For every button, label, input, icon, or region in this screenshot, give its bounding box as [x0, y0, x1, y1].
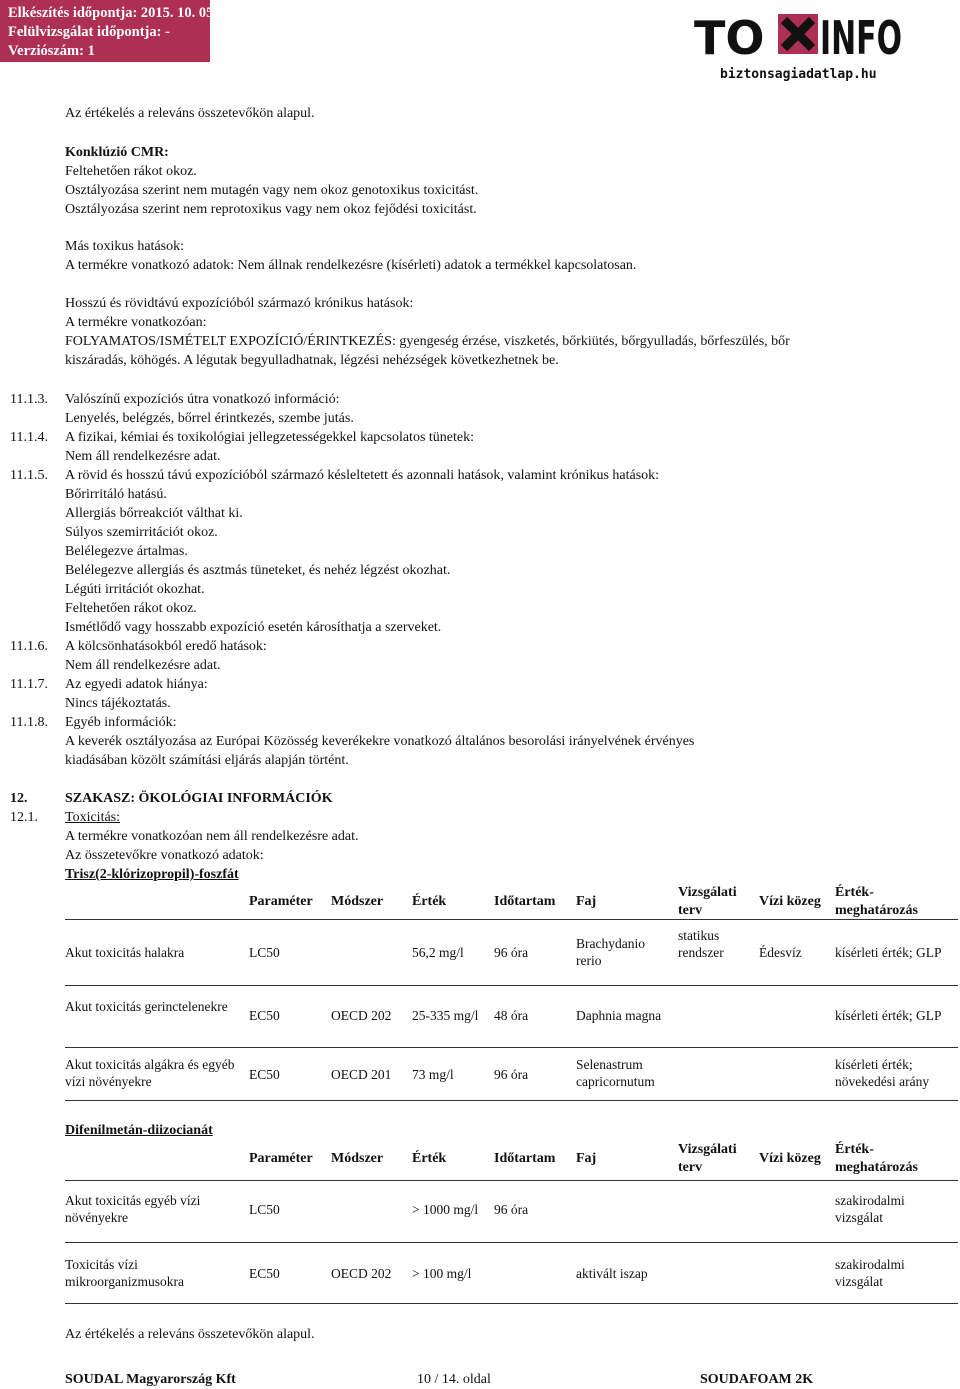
section-121-title: Toxicitás: — [65, 810, 121, 825]
section-number: 11.1.4. — [10, 430, 48, 445]
col-header: Paraméter — [249, 1151, 313, 1166]
table-cell: szakirodalmi vizsgálat — [835, 1257, 905, 1289]
section-number: 11.1.8. — [10, 715, 48, 730]
assessment-note: Az értékelés a releváns összetevőkön alapul. — [65, 106, 315, 121]
col-header: Érték — [412, 1151, 447, 1166]
col-header: Módszer — [331, 894, 384, 909]
table-cell: Daphnia magna — [576, 1008, 662, 1023]
col-header: Vízi közeg — [759, 1151, 821, 1166]
cmr-line: Feltehetően rákot okoz. — [65, 164, 197, 179]
cmr-line: Osztályozása szerint nem mutagén vagy nem okoz genotoxikus toxicitást. — [65, 183, 479, 198]
cmr-title: Konklúzió CMR: — [65, 145, 169, 160]
table-cell: LC50 — [249, 945, 280, 960]
section-line: Allergiás bőrreakciót válthat ki. — [65, 506, 243, 521]
footer-product: SOUDAFOAM 2K — [700, 1372, 814, 1387]
table-cell: statikus rendszer — [678, 928, 724, 960]
section-line: Nincs tájékoztatás. — [65, 696, 171, 711]
page-header — [0, 0, 960, 92]
table-cell: kísérleti érték; GLP — [835, 1008, 942, 1023]
section-number: 11.1.3. — [10, 392, 48, 407]
logo-text-left: TO — [694, 11, 765, 65]
section-line: kiadásában közölt számítási eljárás alapján történt. — [65, 753, 349, 768]
section-line: Ismétlődő vagy hosszabb expozíció esetén károsíthatja a szerveket. — [65, 620, 442, 635]
section-121-number: 12.1. — [10, 810, 38, 825]
chronic-sub: A termékre vonatkozóan: — [65, 315, 207, 330]
section-line: Belélegezve allergiás és asztmás tüneteket, és nehéz légzést okozhat. — [65, 563, 451, 578]
row-separator — [65, 1180, 958, 1181]
col-header: Faj — [576, 1151, 597, 1166]
table-cell: aktivált iszap — [576, 1266, 648, 1281]
section-line: Valószínű expozíciós útra vonatkozó információ: — [65, 392, 340, 407]
col-header: Érték-meghatározás — [835, 1142, 918, 1175]
other-effects-title: Más toxikus hatások: — [65, 239, 184, 254]
closing-note: Az értékelés a releváns összetevőkön alapul. — [65, 1327, 315, 1342]
col-header: Vízi közeg — [759, 894, 821, 909]
section-line: Az egyedi adatok hiánya: — [65, 677, 208, 692]
section-12-title: SZAKASZ: ÖKOLÓGIAI INFORMÁCIÓK — [65, 791, 333, 806]
table-cell: Akut toxicitás halakra — [65, 945, 185, 960]
table-cell: Akut toxicitás gerinctelenekre — [65, 999, 228, 1014]
footer-page-number: 10 / 14. oldal — [417, 1372, 491, 1387]
section-number: 11.1.7. — [10, 677, 48, 692]
version: Verziószám: 1 — [8, 43, 95, 59]
other-effects-text: A termékre vonatkozó adatok: Nem állnak rendelkezésre (kísérleti) adatok a termékkel kapcsolatosan. — [65, 258, 637, 273]
row-separator — [65, 1100, 958, 1101]
table-cell: Selenastrum capricornutum — [576, 1057, 655, 1089]
table-cell: szakirodalmi vizsgálat — [835, 1193, 905, 1225]
section-line: A fizikai, kémiai és toxikológiai jellegzetességekkel kapcsolatos tünetek: — [65, 430, 474, 445]
chronic-title: Hosszú és rövidtávú expozícióból származó krónikus hatások: — [65, 296, 414, 311]
table-cell: EC50 — [249, 1266, 280, 1281]
table-cell: Akut toxicitás egyéb vízi növényekre — [65, 1193, 201, 1225]
col-header: Időtartam — [494, 1151, 556, 1166]
toxinfo-logo — [692, 10, 904, 65]
section-121-line: Az összetevőkre vonatkozó adatok: — [65, 848, 264, 863]
section-line: Légúti irritációt okozhat. — [65, 582, 205, 597]
revision-date: Felülvizsgálat időpontja: - — [8, 24, 170, 40]
table-cell: OECD 201 — [331, 1067, 392, 1082]
table-cell: 96 óra — [494, 945, 529, 960]
chronic-text: FOLYAMATOS/ISMÉTELT EXPOZÍCIÓ/ÉRINTKEZÉS: gyengeség érzése, viszketés, bőrkiütés, bőrgyulladás, bőrfeszülés, bőr — [65, 334, 790, 349]
section-line: Bőrirritáló hatású. — [65, 487, 167, 502]
section-number: 11.1.6. — [10, 639, 48, 654]
chronic-text: kiszáradás, köhögés. A légutak begyulladhatnak, légzési nehézségek következhetnek be. — [65, 353, 559, 368]
section-line: Feltehetően rákot okoz. — [65, 601, 197, 616]
logo-site-url: biztonsagiadatlap.hu — [720, 67, 877, 82]
col-header: Módszer — [331, 1151, 384, 1166]
table-cell: OECD 202 — [331, 1008, 392, 1023]
section-line: Belélegezve ártalmas. — [65, 544, 188, 559]
table-cell: 56,2 mg/l — [412, 945, 464, 960]
section-line: Nem áll rendelkezésre adat. — [65, 658, 221, 673]
col-header: Paraméter — [249, 894, 313, 909]
table-cell: LC50 — [249, 1202, 280, 1217]
header-dates — [0, 4, 217, 61]
table-cell: EC50 — [249, 1067, 280, 1082]
table-cell: OECD 202 — [331, 1266, 392, 1281]
table-cell: EC50 — [249, 1008, 280, 1023]
table-cell: 96 óra — [494, 1202, 529, 1217]
section-line: A kölcsönhatásokból eredő hatások: — [65, 639, 267, 654]
table-cell: kísérleti érték; növekedési arány — [835, 1057, 930, 1089]
footer-company: SOUDAL Magyarország Kft — [65, 1372, 236, 1387]
section-12-number: 12. — [10, 791, 28, 806]
col-header: Vizsgálati terv — [678, 885, 737, 918]
section-line: Egyéb információk: — [65, 715, 177, 730]
section-line: A rövid és hosszú távú expozícióból származó késleltetett és azonnali hatások, valamint krónikus hatások: — [65, 468, 660, 483]
table-cell: 96 óra — [494, 1067, 529, 1082]
table-cell: 25-335 mg/l — [412, 1008, 479, 1023]
row-separator — [65, 1047, 958, 1048]
table-cell: kísérleti érték; GLP — [835, 945, 942, 960]
table-cell: Édesvíz — [759, 945, 802, 960]
row-separator — [65, 1242, 958, 1243]
table2-title: Difenilmetán-diizocianát — [65, 1123, 213, 1138]
section-line: A keverék osztályozása az Európai Közösség keverékekre vonatkozó általános besorolási irányelvének érvényes — [65, 734, 695, 749]
section-line: Lenyelés, belégzés, bőrrel érintkezés, szembe jutás. — [65, 411, 354, 426]
cmr-line: Osztályozása szerint nem reprotoxikus vagy nem okoz fejődési toxicitást. — [65, 202, 477, 217]
created-date: Elkészítés időpontja: 2015. 10. 05. — [8, 5, 218, 21]
row-separator — [65, 985, 958, 986]
col-header: Időtartam — [494, 894, 556, 909]
col-header: Érték — [412, 894, 447, 909]
section-number: 11.1.5. — [10, 468, 48, 483]
section-line: Súlyos szemirritációt okoz. — [65, 525, 218, 540]
table-cell: 73 mg/l — [412, 1067, 454, 1082]
table1-title: Trisz(2-klórizopropil)-foszfát — [65, 867, 239, 882]
col-header: Vizsgálati terv — [678, 1142, 737, 1175]
table-cell: Toxicitás vízi mikroorganizmusokra — [65, 1257, 184, 1289]
table-cell: Brachydanio rerio — [576, 936, 645, 968]
table-cell: Akut toxicitás algákra és egyéb vízi növényekre — [65, 1057, 235, 1089]
logo-x-mark — [778, 14, 818, 54]
logo-text-right: INFO — [820, 11, 902, 65]
section-121-line: A termékre vonatkozóan nem áll rendelkezésre adat. — [65, 829, 359, 844]
col-header: Érték-meghatározás — [835, 885, 918, 918]
row-separator — [65, 919, 958, 920]
col-header: Faj — [576, 894, 597, 909]
row-separator — [65, 1303, 958, 1304]
table-cell: 48 óra — [494, 1008, 529, 1023]
table-cell: > 100 mg/l — [412, 1266, 472, 1281]
table-cell: > 1000 mg/l — [412, 1202, 479, 1217]
section-line: Nem áll rendelkezésre adat. — [65, 449, 221, 464]
